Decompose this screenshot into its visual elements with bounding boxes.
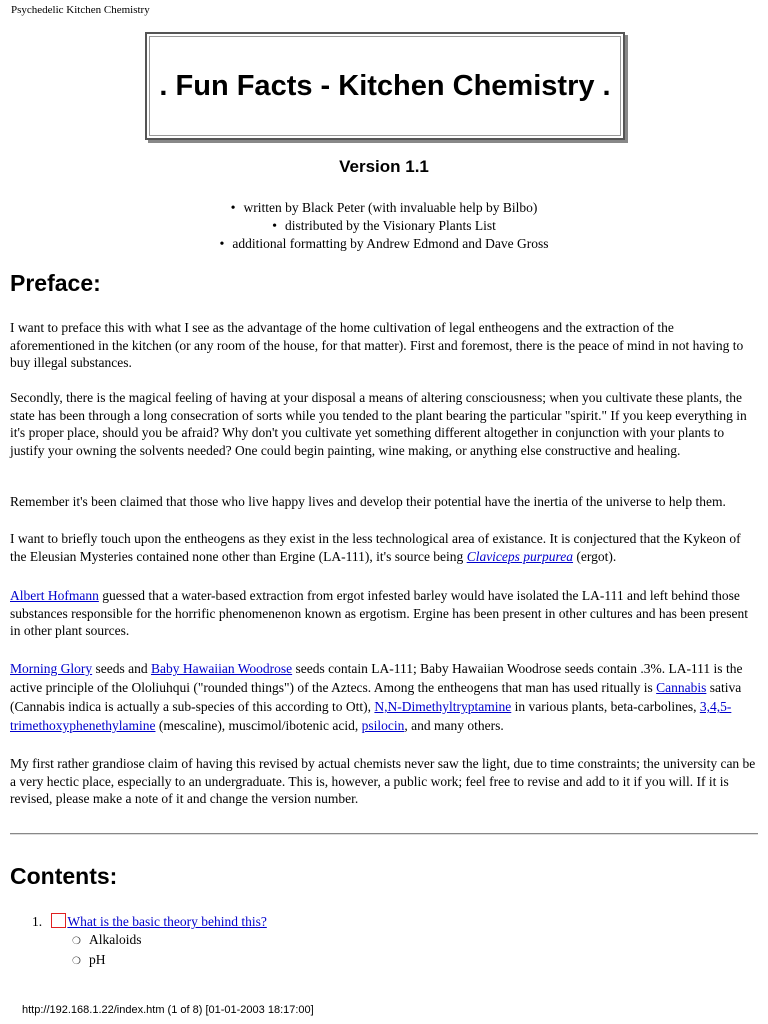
preface-paragraph-6 [10,659,760,735]
woodrose-link[interactable]: Baby Hawaiian Woodrose [150,661,293,676]
list-item [72,951,267,971]
page-title: . Fun Facts - Kitchen Chemistry . [159,69,611,102]
cannabis-link[interactable]: Cannabis [656,680,707,695]
text: seeds contain LA-111; Baby Hawaiian Woodrose seeds contain .3%. LA-111 is the active principle of the Ololiuhqui ("rounded things") of the Aztecs. Among the entheogens that man has used ritually is [10,661,743,695]
morning-glory-link[interactable]: Morning Glory [10,661,93,676]
sub-item-label: Alkaloids [88,932,142,947]
credits-list [0,199,768,253]
text: in various plants, beta-carbolines, [511,699,700,714]
version-label: Version 1.1 [339,157,429,176]
preface-heading: Preface: [10,270,101,296]
text: sativa (Cannabis indica is actually a sub-species of this according to Ott), [10,680,742,714]
credit-item: • distributed by the Visionary Plants List [0,217,768,235]
list-item [32,913,267,931]
contents-list [32,913,267,971]
psilocin-link[interactable]: psilocin [361,718,405,733]
preface-paragraph-7: My first rather grandiose claim of having this revised by actual chemists never saw the light, due to time constraints; the university can be a very hectic place, especially to an undergraduate. This is, however, a public work; feel free to revise and add to it if you will. If it is revised, please make a note of it and change the version number. [10,756,756,806]
list-item [72,931,267,951]
text: , and many others. [404,718,504,733]
credit-item: • additional formatting by Andrew Edmond and Dave Gross [0,235,768,253]
circle-bullet-icon: ❍ [72,936,81,947]
credit-item: • written by Black Peter (with invaluable help by Bilbo) [0,199,768,217]
page-footer: http://192.168.1.22/index.htm (1 of 8) [01-01-2003 18:17:00] [22,1004,314,1016]
focus-box-icon [51,913,66,928]
text: guessed that a water-based extraction from ergot infested barley would have isolated the LA-111 and left behind those substances responsible for the horrific phenomenenon known as ergotism. Ergine has been present in other cultures and has been present in other plant sources. [10,588,749,638]
text: (mescaline), muscimol/ibotenic acid, [155,718,362,733]
divider [10,833,758,835]
text: seeds and [92,661,151,676]
link-text: Claviceps purpurea [466,548,574,564]
contents-heading: Contents: [10,863,118,889]
toc-link-basic-theory[interactable]: What is the basic theory behind this? [67,914,267,929]
mescaline-link[interactable]: 3,4,5-trimethoxyphenethylamine [10,699,732,733]
text: I want to briefly touch upon the entheogens as they exist in the less technological area of existance. It is conjectured that the Kykeon of the Eleusian Mysteries contained none other than Ergine (LA-111), it's source being [10,531,741,564]
sub-item-label: pH [88,952,106,967]
preface-paragraph-1: I want to preface this with what I see as the advantage of the home cultivation of legal entheogens and the extraction of the aforementioned in the kitchen (or any room of the house, for that matter). First and foremost, there is the peace of mind in not having to buy illegal substances. [10,320,744,370]
albert-hofmann-link[interactable]: Albert Hofmann [10,588,99,603]
text: (ergot). [573,548,617,564]
circle-bullet-icon: ❍ [72,956,81,967]
document-header: Psychedelic Kitchen Chemistry [11,4,150,16]
dmt-link[interactable]: N,N-Dimethyltryptamine [374,699,512,714]
preface-paragraph-5 [10,587,760,640]
title-box [145,32,625,140]
claviceps-link[interactable] [467,549,573,564]
preface-paragraph-2: Secondly, there is the magical feeling of having at your disposal a means of altering consciousness; when you cultivate these plants, the state has been through a long consecration of sorts while you tended to the plant bearing the particular "spirit." If you keep everything in it's proper place, should you be afraid? Why don't you cultivate yet something different altogether in conjunction with your plants to justify your owning the solvents needed? One could begin painting, wine making, or anything else constructive and healing. [10,390,747,458]
item-number: 1. [32,914,43,929]
preface-paragraph-3: Remember it's been claimed that those who live happy lives and develop their potential have the inertia of the universe to help them. [10,494,726,509]
preface-paragraph-4 [10,530,760,565]
